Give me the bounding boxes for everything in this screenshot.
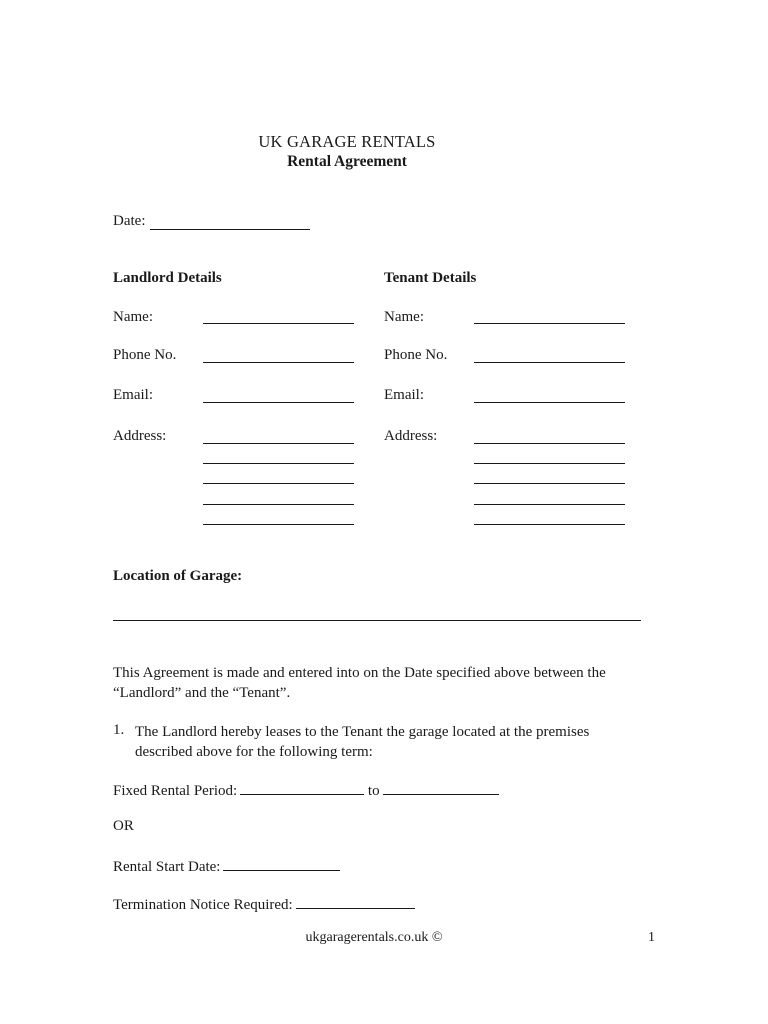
tenant-phone-line[interactable] <box>474 362 625 363</box>
tenant-address-line[interactable] <box>474 504 625 505</box>
landlord-address-line[interactable] <box>203 443 354 444</box>
intro-paragraph: This Agreement is made and entered into on the Date specified above between the “Landlord” and the “Tenant”. <box>113 665 606 701</box>
tenant-phone-label: Phone No. <box>384 347 448 363</box>
location-field-line[interactable] <box>113 620 641 621</box>
fixed-period-to: to <box>367 783 380 799</box>
tenant-name-line[interactable] <box>474 323 625 324</box>
termination-label: Termination Notice Required: <box>113 897 293 913</box>
landlord-phone-label: Phone No. <box>113 347 177 363</box>
landlord-email-label: Email: <box>113 387 153 403</box>
tenant-address-label: Address: <box>384 428 438 444</box>
landlord-address-line[interactable] <box>203 524 354 525</box>
fixed-period-from-line[interactable] <box>240 780 364 795</box>
tenant-address-line[interactable] <box>474 483 625 484</box>
footer-site: ukgaragerentals.co.uk © <box>305 930 443 945</box>
landlord-address-label: Address: <box>113 428 167 444</box>
landlord-phone-line[interactable] <box>203 362 354 363</box>
clause-number: 1. <box>113 722 125 738</box>
date-field-line[interactable] <box>150 229 310 230</box>
tenant-heading: Tenant Details <box>384 270 477 286</box>
termination-row <box>113 894 415 914</box>
landlord-heading: Landlord Details <box>113 270 222 286</box>
tenant-name-label: Name: <box>384 309 424 325</box>
document-subtitle: Rental Agreement <box>287 153 407 170</box>
tenant-address-line[interactable] <box>474 463 625 464</box>
fixed-period-label: Fixed Rental Period: <box>113 783 238 799</box>
landlord-email-line[interactable] <box>203 402 354 403</box>
start-date-label: Rental Start Date: <box>113 859 221 875</box>
landlord-address-line[interactable] <box>203 483 354 484</box>
tenant-email-label: Email: <box>384 387 424 403</box>
clause-text: The Landlord hereby leases to the Tenant the garage located at the premises described above for the following term: <box>135 724 590 760</box>
landlord-address-line[interactable] <box>203 504 354 505</box>
or-text: OR <box>113 818 134 834</box>
page-number: 1 <box>648 930 655 945</box>
start-date-line[interactable] <box>223 856 340 871</box>
termination-line[interactable] <box>296 894 415 909</box>
start-date-row <box>113 856 340 876</box>
fixed-period-to-line[interactable] <box>383 780 499 795</box>
landlord-name-line[interactable] <box>203 323 354 324</box>
document-title: UK GARAGE RENTALS <box>258 132 436 151</box>
tenant-address-line[interactable] <box>474 443 625 444</box>
tenant-email-line[interactable] <box>474 402 625 403</box>
location-heading: Location of Garage: <box>113 568 243 584</box>
landlord-name-label: Name: <box>113 309 153 325</box>
fixed-period-row <box>113 780 499 800</box>
date-label: Date: <box>113 213 146 229</box>
tenant-address-line[interactable] <box>474 524 625 525</box>
landlord-address-line[interactable] <box>203 463 354 464</box>
